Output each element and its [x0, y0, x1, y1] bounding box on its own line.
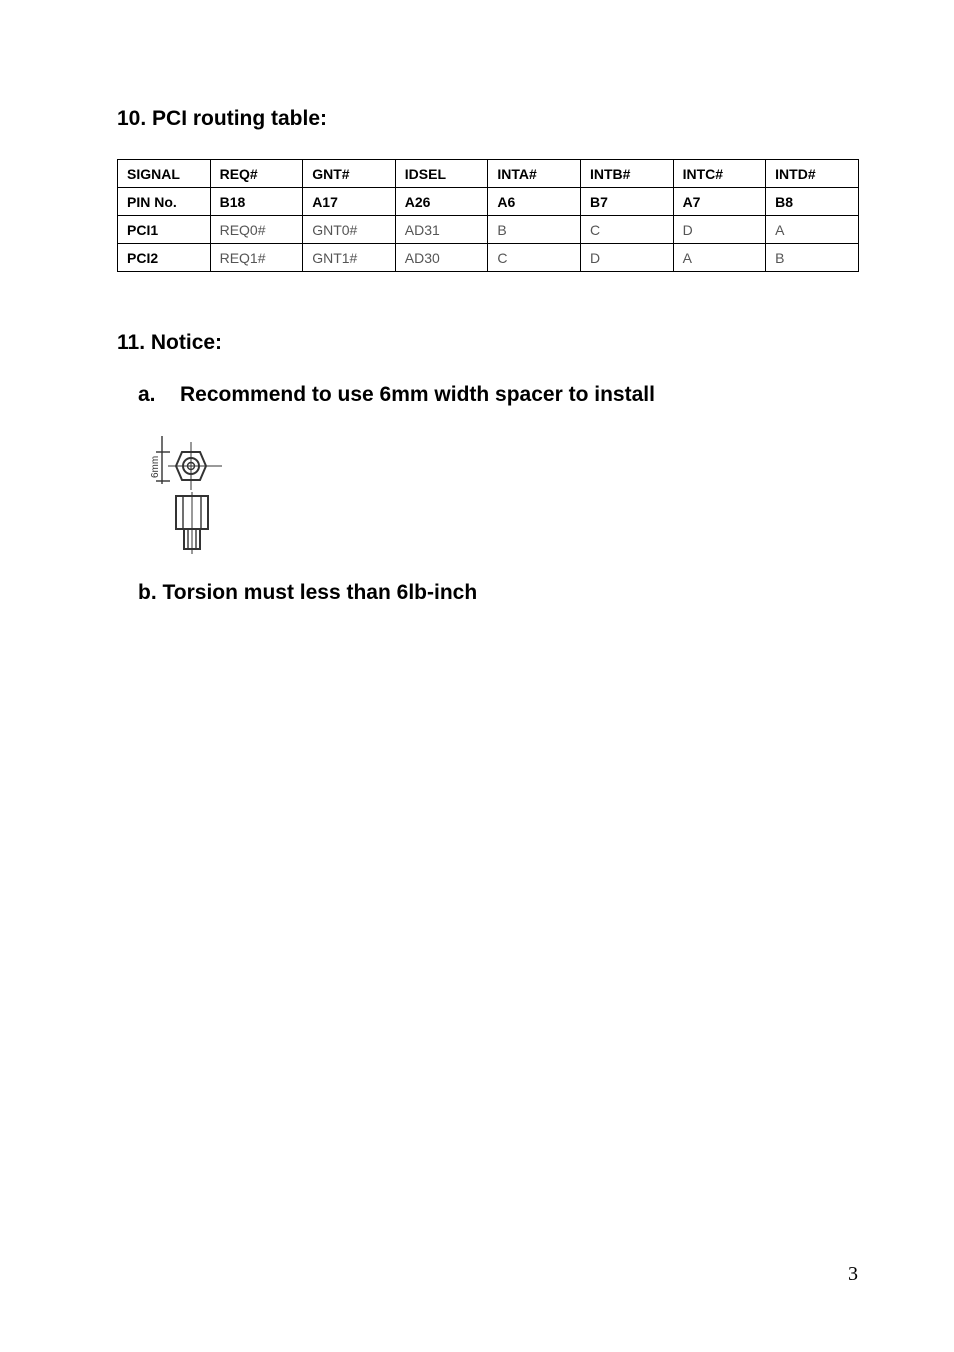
- table-cell: B: [766, 244, 859, 272]
- notice-item-b: b. Torsion must less than 6lb-inch: [138, 581, 478, 604]
- table-header-row: [118, 160, 859, 188]
- section-10-heading: 10. PCI routing table:: [117, 107, 328, 130]
- table-row-pin-no: [118, 188, 859, 216]
- table-cell: A: [766, 216, 859, 244]
- table-cell: A6: [488, 188, 581, 216]
- table-cell: GNT0#: [303, 216, 396, 244]
- section-11-heading: 11. Notice:: [117, 331, 223, 354]
- table-cell: C: [580, 216, 673, 244]
- hex-spacer-diagram: [140, 434, 230, 556]
- table-cell: PCI1: [118, 216, 211, 244]
- table-cell: AD31: [395, 216, 488, 244]
- table-cell: A26: [395, 188, 488, 216]
- table-row-pci2: [118, 244, 859, 272]
- table-cell: B7: [580, 188, 673, 216]
- table-cell: D: [673, 216, 766, 244]
- table-cell: B: [488, 216, 581, 244]
- notice-item-a: [138, 383, 655, 407]
- header-cell: REQ#: [210, 160, 303, 188]
- table-cell: B18: [210, 188, 303, 216]
- dimension-label: 6mm: [150, 455, 161, 478]
- header-cell: INTD#: [766, 160, 859, 188]
- table-cell: B8: [766, 188, 859, 216]
- table-cell: PIN No.: [118, 188, 211, 216]
- page-number: 3: [848, 1263, 858, 1285]
- header-cell: SIGNAL: [118, 160, 211, 188]
- table-cell: REQ0#: [210, 216, 303, 244]
- table-cell: A17: [303, 188, 396, 216]
- pci-routing-table: [117, 159, 859, 272]
- header-cell: GNT#: [303, 160, 396, 188]
- table-cell: C: [488, 244, 581, 272]
- header-cell: INTB#: [580, 160, 673, 188]
- table-cell: A: [673, 244, 766, 272]
- item-a-text: Recommend to use 6mm width spacer to install: [180, 383, 655, 406]
- header-cell: INTC#: [673, 160, 766, 188]
- item-a-marker: a.: [138, 383, 156, 406]
- table-cell: D: [580, 244, 673, 272]
- header-cell: IDSEL: [395, 160, 488, 188]
- table-cell: PCI2: [118, 244, 211, 272]
- table-cell: A7: [673, 188, 766, 216]
- table-cell: GNT1#: [303, 244, 396, 272]
- table-cell: REQ1#: [210, 244, 303, 272]
- header-cell: INTA#: [488, 160, 581, 188]
- table-cell: AD30: [395, 244, 488, 272]
- table-row-pci1: [118, 216, 859, 244]
